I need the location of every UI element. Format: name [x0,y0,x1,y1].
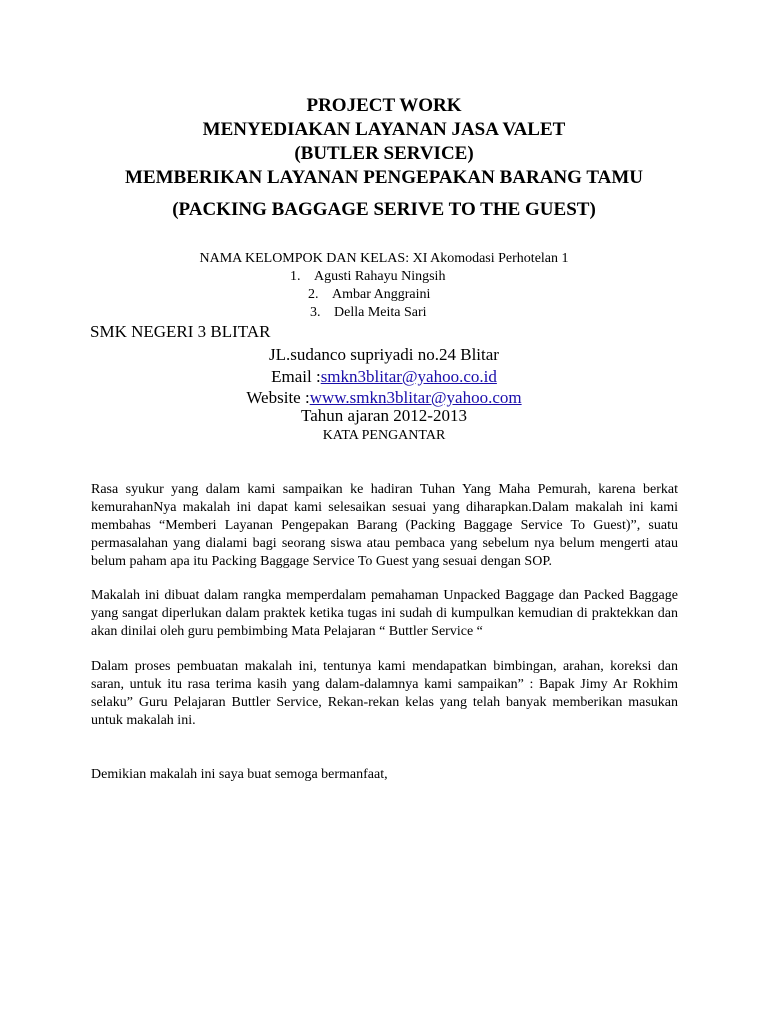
header-line-1: PROJECT WORK [306,95,462,116]
school-address: JL.sudanco supriyadi no.24 Blitar [269,345,499,364]
member-item [290,268,445,286]
header-line-2: MENYEDIAKAN LAYANAN JASA VALET [202,119,566,140]
member-number: 1. [290,269,301,284]
header-line-4: MEMBERIKAN LAYANAN PENGEPAKAN BARANG TAMU [125,167,643,188]
website-label: Website : [246,388,310,407]
paragraph: Dalam proses pembuatan makalah ini, tentunya kami mendapatkan bimbingan, arahan, koreksi dan saran, untuk itu rasa terima kasih yang dalam-dalamnya kami sampaikan” : Bapak Jimy Ar Rokhim selaku” Guru Pelajaran Buttler Service, Rekan-rekan kelas yang telah banyak memberikan masukan untuk makalah ini. [91,659,678,728]
group-label: NAMA KELOMPOK DAN KELAS: XI Akomodasi Perhotelan 1 [199,251,569,266]
member-name: Agusti Rahayu Ningsih [314,269,446,284]
school-name: SMK NEGERI 3 BLITAR [90,322,271,341]
paragraph: Rasa syukur yang dalam kami sampaikan ke hadiran Tuhan Yang Maha Pemurah, karena berkat kemurahanNya makalah ini dapat kami selesaikan sesuai yang diharapkan.Dalam makalah ini kami membahas “Memberi Layanan Pengepakan Barang (Packing Baggage Service To Guest)”, suatu permasalahan yang dialami bagi seorang siswa atau pembaca yang sebelum nya belum mengerti atau belum paham apa itu Packing Baggage Service To Guest yang sesuai dengan SOP. [91,482,678,569]
academic-year: Tahun ajaran 2012-2013 [301,406,467,425]
school-email-line [0,366,768,388]
header-line-5: (PACKING BAGGAGE SERIVE TO THE GUEST) [172,199,596,220]
member-item [310,304,427,322]
website-link[interactable]: www.smkn3blitar@yahoo.com [309,388,522,407]
member-name: Ambar Anggraini [332,287,431,302]
email-link[interactable]: smkn3blitar@yahoo.co.id [320,367,497,386]
header-line-3: (BUTLER SERVICE) [294,143,474,164]
member-name: Della Meita Sari [334,305,427,320]
section-title: KATA PENGANTAR [322,428,446,443]
member-item [308,286,430,304]
paragraph: Demikian makalah ini saya buat semoga bermanfaat, [91,767,388,782]
member-number: 2. [308,287,319,302]
email-label: Email : [271,367,321,386]
paragraph: Makalah ini dibuat dalam rangka memperdalam pemahaman Unpacked Baggage dan Packed Baggage yang sangat diperlukan dalam praktek ketika tugas ini sudah di kumpulkan kemudian di praktekkan dan akan dinilai oleh guru pembimbing Mata Pelajaran “ Buttler Service “ [91,588,678,639]
member-number: 3. [310,305,321,320]
